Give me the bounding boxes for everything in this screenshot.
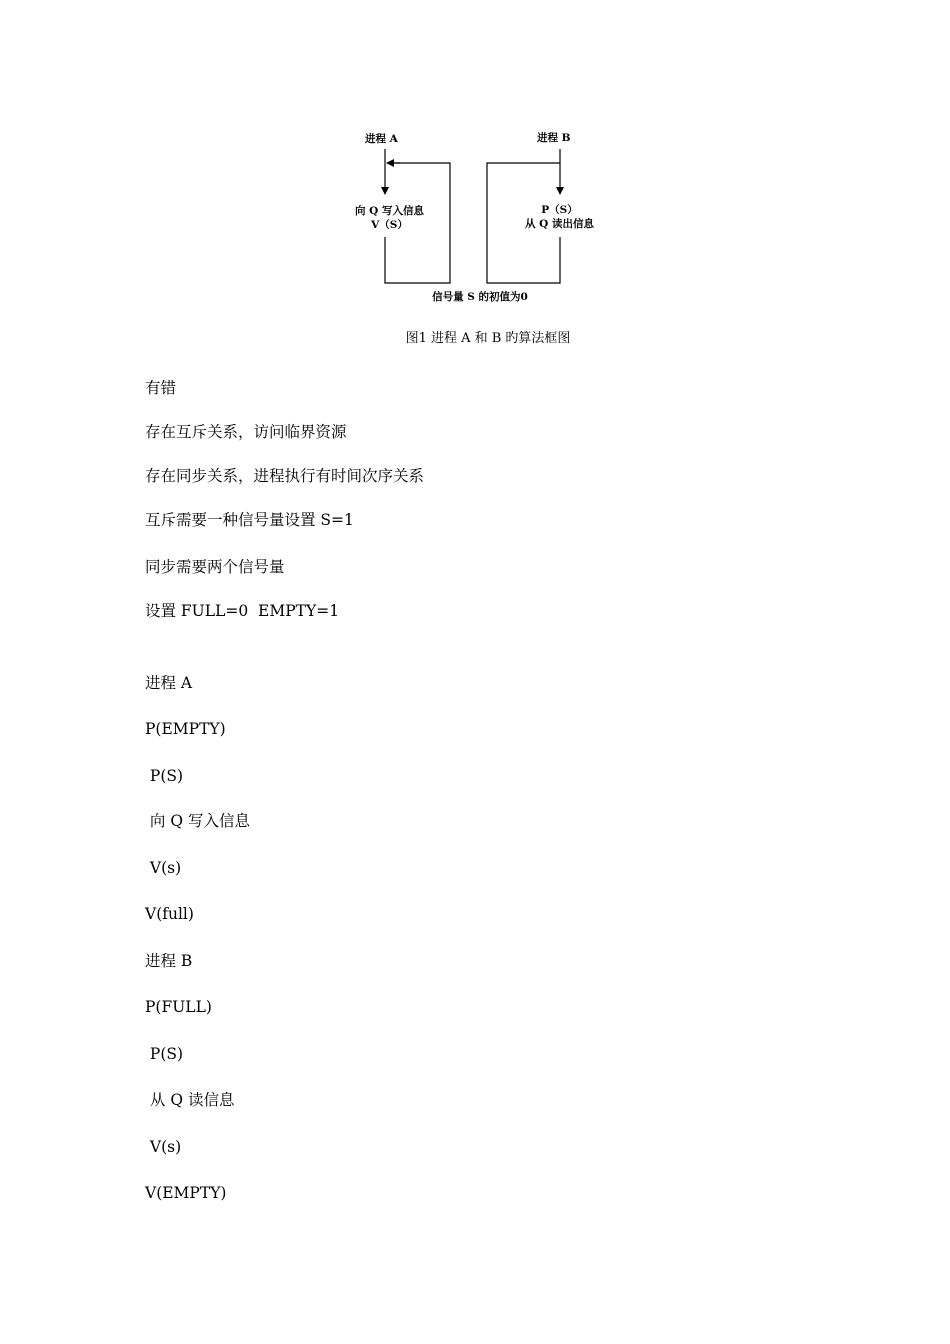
figure-caption: 图1 进程 A 和 B 旳算法框图	[405, 331, 571, 346]
code-line: P(S)	[145, 767, 184, 785]
process-a-box-line2: V（S）	[371, 219, 408, 231]
code-line: 向 Q 写入信息	[145, 812, 250, 830]
code-line: V(EMPTY)	[145, 1184, 227, 1202]
answer-line: 互斥需要一种信号量设置 S=1	[145, 511, 354, 529]
answer-line: 存在互斥关系，访问临界资源	[145, 423, 347, 441]
answer-line: 存在同步关系，进程执行有时间次序关系	[145, 467, 425, 485]
code-line: P(EMPTY)	[145, 720, 226, 738]
code-line: 进程 A	[145, 674, 193, 692]
answer-line: 同步需要两个信号量	[145, 558, 285, 576]
process-a-box-line1: 向 Q 写入信息	[355, 205, 424, 217]
code-line: V(full)	[145, 905, 194, 923]
code-line: 进程 B	[145, 952, 193, 970]
code-line: P(FULL)	[145, 998, 212, 1016]
algorithm-flow-diagram	[340, 125, 620, 310]
code-line: P(S)	[145, 1045, 184, 1063]
semaphore-initial-note: 信号量 S 的初值为0	[432, 291, 528, 303]
answer-line: 设置 FULL=0 EMPTY=1	[145, 602, 340, 620]
code-line: V(s)	[145, 1138, 182, 1156]
process-b-box-line2: 从 Q 读出信息	[525, 218, 594, 230]
code-line: V(s)	[145, 859, 182, 877]
answer-line: 有错	[145, 379, 177, 397]
code-line: 从 Q 读信息	[145, 1091, 235, 1109]
process-a-label: 进程 A	[365, 133, 398, 145]
process-b-label: 进程 B	[537, 132, 571, 144]
process-b-box-line1: P（S）	[541, 204, 578, 216]
